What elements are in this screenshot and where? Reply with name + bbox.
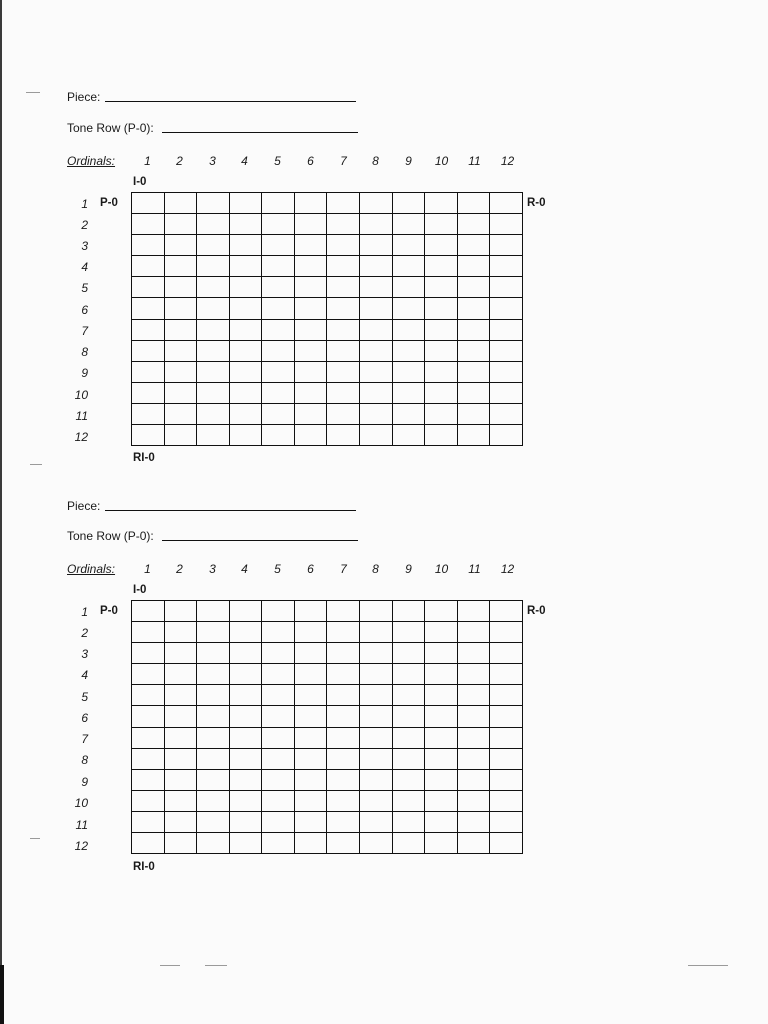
matrix-cell[interactable] <box>165 425 198 446</box>
matrix-cell[interactable] <box>197 664 230 685</box>
matrix-cell[interactable] <box>197 685 230 706</box>
matrix-cell[interactable] <box>295 601 328 622</box>
matrix-cell[interactable] <box>197 791 230 812</box>
matrix-cell[interactable] <box>327 706 360 727</box>
matrix-cell[interactable] <box>197 749 230 770</box>
matrix-cell[interactable] <box>295 622 328 643</box>
matrix-cell[interactable] <box>393 749 426 770</box>
matrix-cell[interactable] <box>262 601 295 622</box>
matrix-cell[interactable] <box>262 706 295 727</box>
row-number: 7 <box>81 324 88 338</box>
matrix-cell[interactable] <box>425 749 458 770</box>
row-number: 11 <box>75 409 88 423</box>
matrix-cell[interactable] <box>360 833 393 854</box>
matrix-cell[interactable] <box>165 706 198 727</box>
ordinal: 8 <box>372 562 379 576</box>
matrix-cell[interactable] <box>393 664 426 685</box>
matrix-cell[interactable] <box>132 833 165 854</box>
matrix-cell[interactable] <box>295 664 328 685</box>
matrix-cell[interactable] <box>458 791 491 812</box>
matrix-cell[interactable] <box>458 749 491 770</box>
matrix-cell[interactable] <box>490 833 523 854</box>
matrix-cell[interactable] <box>425 601 458 622</box>
matrix-cell[interactable] <box>490 770 523 791</box>
ordinal: 4 <box>241 154 248 168</box>
matrix-cell[interactable] <box>327 664 360 685</box>
matrix-cell[interactable] <box>425 622 458 643</box>
matrix-cell[interactable] <box>165 685 198 706</box>
scan-edge-mark <box>0 965 4 1024</box>
piece-label: Piece: <box>67 90 101 104</box>
matrix-cell[interactable] <box>360 601 393 622</box>
matrix-cell[interactable] <box>360 812 393 833</box>
matrix-cell[interactable] <box>295 643 328 664</box>
matrix-cell[interactable] <box>458 622 491 643</box>
matrix-cell[interactable] <box>360 791 393 812</box>
matrix-cell[interactable] <box>425 643 458 664</box>
row-number: 2 <box>81 626 88 640</box>
matrix-cell[interactable] <box>490 791 523 812</box>
matrix-cell[interactable] <box>132 601 165 622</box>
retrograde-label: R-0 <box>527 197 546 209</box>
matrix-cell[interactable] <box>230 812 263 833</box>
matrix-cell[interactable] <box>295 770 328 791</box>
matrix-cell[interactable] <box>132 728 165 749</box>
matrix-cell[interactable] <box>360 622 393 643</box>
ordinal: 1 <box>144 562 151 576</box>
matrix-cell[interactable] <box>165 728 198 749</box>
row-number: 6 <box>81 711 88 725</box>
matrix-cell[interactable] <box>230 622 263 643</box>
matrix-cell[interactable] <box>425 770 458 791</box>
ordinal: 11 <box>468 154 481 168</box>
matrix-cell[interactable] <box>327 749 360 770</box>
matrix-cell[interactable] <box>360 749 393 770</box>
matrix-cell[interactable] <box>490 622 523 643</box>
matrix-cell[interactable] <box>197 622 230 643</box>
prime-label: P-0 <box>100 197 118 209</box>
ordinal: 2 <box>176 562 183 576</box>
row-number: 11 <box>75 818 88 832</box>
matrix-cell[interactable] <box>197 425 230 446</box>
matrix-cell[interactable] <box>458 685 491 706</box>
row-number: 5 <box>81 690 88 704</box>
matrix-cell[interactable] <box>230 833 263 854</box>
piece-field[interactable] <box>105 510 356 511</box>
matrix-cell[interactable] <box>295 685 328 706</box>
matrix-cell[interactable] <box>327 728 360 749</box>
matrix-cell[interactable] <box>197 770 230 791</box>
matrix-cell[interactable] <box>458 601 491 622</box>
matrix-cell[interactable] <box>132 812 165 833</box>
matrix-cell[interactable] <box>295 833 328 854</box>
matrix-cell[interactable] <box>327 622 360 643</box>
matrix-cell[interactable] <box>295 749 328 770</box>
row-number: 10 <box>74 796 88 810</box>
matrix-cell[interactable] <box>425 833 458 854</box>
matrix-cell[interactable] <box>360 425 393 446</box>
matrix-cell[interactable] <box>132 685 165 706</box>
row-number: 4 <box>81 668 88 682</box>
matrix-cell[interactable] <box>393 791 426 812</box>
matrix-cell[interactable] <box>458 706 491 727</box>
row-number: 6 <box>81 303 88 317</box>
matrix-cell[interactable] <box>262 685 295 706</box>
matrix-cell[interactable] <box>393 425 426 446</box>
matrix-cell[interactable] <box>425 812 458 833</box>
ordinal: 6 <box>307 562 314 576</box>
matrix-cell[interactable] <box>132 425 165 446</box>
matrix-cell[interactable] <box>490 643 523 664</box>
ordinal: 2 <box>176 154 183 168</box>
matrix-cell[interactable] <box>458 812 491 833</box>
matrix-cell[interactable] <box>327 601 360 622</box>
retrograde-inversion-label: RI-0 <box>133 861 155 873</box>
matrix-cell[interactable] <box>165 664 198 685</box>
scan-mark <box>160 965 180 966</box>
matrix-cell[interactable] <box>132 664 165 685</box>
matrix-cell[interactable] <box>262 425 295 446</box>
matrix-cell[interactable] <box>425 425 458 446</box>
matrix-cell[interactable] <box>165 833 198 854</box>
matrix-cell[interactable] <box>262 749 295 770</box>
matrix-cell[interactable] <box>197 706 230 727</box>
matrix-cell[interactable] <box>230 770 263 791</box>
matrix-cell[interactable] <box>490 728 523 749</box>
ordinal: 10 <box>434 154 449 168</box>
matrix-cell[interactable] <box>295 791 328 812</box>
matrix-cell[interactable] <box>230 706 263 727</box>
piece-label: Piece: <box>67 499 101 513</box>
ordinal: 3 <box>209 562 216 576</box>
row-number: 2 <box>81 218 88 232</box>
matrix-cell[interactable] <box>490 425 523 446</box>
matrix-cell[interactable] <box>327 685 360 706</box>
row-number: 4 <box>81 260 88 274</box>
matrix-cell[interactable] <box>132 791 165 812</box>
ordinal: 1 <box>144 154 151 168</box>
row-number: 1 <box>81 197 88 211</box>
matrix-cell[interactable] <box>295 812 328 833</box>
matrix-cell[interactable] <box>230 749 263 770</box>
ordinal: 12 <box>500 562 515 576</box>
matrix-cell[interactable] <box>458 728 491 749</box>
row-number: 10 <box>74 388 88 402</box>
matrix-cell[interactable] <box>458 770 491 791</box>
ordinal: 11 <box>468 562 481 576</box>
matrix-cell[interactable] <box>458 664 491 685</box>
matrix-cell[interactable] <box>393 812 426 833</box>
prime-label: P-0 <box>100 605 118 617</box>
matrix-cell[interactable] <box>197 643 230 664</box>
matrix-cell[interactable] <box>262 622 295 643</box>
matrix-cell[interactable] <box>165 601 198 622</box>
row-number: 7 <box>81 732 88 746</box>
matrix-cell[interactable] <box>295 425 328 446</box>
matrix-cell[interactable] <box>393 833 426 854</box>
matrix-cell[interactable] <box>295 728 328 749</box>
matrix-cell[interactable] <box>197 601 230 622</box>
ordinal: 6 <box>307 154 314 168</box>
tone-row-matrix-grid <box>131 600 523 854</box>
matrix-cell[interactable] <box>327 425 360 446</box>
matrix-cell[interactable] <box>327 643 360 664</box>
ordinal: 3 <box>209 154 216 168</box>
matrix-cell[interactable] <box>393 770 426 791</box>
matrix-cell[interactable] <box>165 770 198 791</box>
matrix-cell[interactable] <box>230 601 263 622</box>
tone-row-label: Tone Row (P-0): <box>67 121 154 135</box>
matrix-cell[interactable] <box>197 833 230 854</box>
matrix-cell[interactable] <box>132 749 165 770</box>
tone-row-field[interactable] <box>162 540 358 541</box>
row-number: 8 <box>81 753 88 767</box>
matrix-cell[interactable] <box>393 643 426 664</box>
matrix-cell[interactable] <box>490 812 523 833</box>
matrix-cell[interactable] <box>327 812 360 833</box>
matrix-cell[interactable] <box>230 791 263 812</box>
row-number: 5 <box>81 281 88 295</box>
ordinals-label: Ordinals: <box>67 562 116 576</box>
matrix-cell[interactable] <box>360 664 393 685</box>
matrix-cell[interactable] <box>230 728 263 749</box>
matrix-cell[interactable] <box>458 643 491 664</box>
inversion-label: I-0 <box>133 584 147 596</box>
matrix-cell[interactable] <box>458 425 491 446</box>
ordinals-label: Ordinals: <box>67 154 116 168</box>
matrix-cell[interactable] <box>425 685 458 706</box>
row-number: 9 <box>81 775 88 789</box>
matrix-cell[interactable] <box>165 812 198 833</box>
matrix-cell[interactable] <box>393 622 426 643</box>
ordinal: 8 <box>372 154 379 168</box>
matrix-cell[interactable] <box>132 770 165 791</box>
scan-mark <box>688 965 728 966</box>
ordinal: 5 <box>274 562 281 576</box>
row-number: 12 <box>74 430 88 444</box>
matrix-cell[interactable] <box>425 706 458 727</box>
scan-mark <box>30 464 42 465</box>
matrix-cell[interactable] <box>165 749 198 770</box>
matrix-cell[interactable] <box>360 770 393 791</box>
matrix-cell[interactable] <box>230 685 263 706</box>
matrix-cell[interactable] <box>393 728 426 749</box>
scan-mark <box>205 965 227 966</box>
matrix-cell[interactable] <box>393 685 426 706</box>
ordinal: 4 <box>241 562 248 576</box>
matrix-cell[interactable] <box>425 728 458 749</box>
matrix-cell[interactable] <box>165 791 198 812</box>
matrix-cell[interactable] <box>490 706 523 727</box>
matrix-cell[interactable] <box>230 425 263 446</box>
matrix-cell[interactable] <box>490 601 523 622</box>
matrix-cell[interactable] <box>262 833 295 854</box>
matrix-cell[interactable] <box>132 643 165 664</box>
matrix-cell[interactable] <box>295 706 328 727</box>
ordinal: 12 <box>500 154 515 168</box>
row-number: 1 <box>81 605 88 619</box>
matrix-cell[interactable] <box>132 622 165 643</box>
matrix-cell[interactable] <box>262 643 295 664</box>
ordinal: 9 <box>405 562 412 576</box>
matrix-cell[interactable] <box>360 643 393 664</box>
matrix-cell[interactable] <box>165 622 198 643</box>
row-number: 3 <box>81 647 88 661</box>
scan-mark <box>30 838 40 839</box>
matrix-cell[interactable] <box>360 685 393 706</box>
matrix-cell[interactable] <box>230 664 263 685</box>
matrix-cell[interactable] <box>327 791 360 812</box>
matrix-cell[interactable] <box>230 643 263 664</box>
inversion-label: I-0 <box>133 176 147 188</box>
row-number: 8 <box>81 345 88 359</box>
retrograde-label: R-0 <box>527 605 546 617</box>
tone-row-label: Tone Row (P-0): <box>67 529 154 543</box>
matrix-cell[interactable] <box>262 770 295 791</box>
matrix-cell[interactable] <box>262 664 295 685</box>
matrix-cell[interactable] <box>197 812 230 833</box>
matrix-cell[interactable] <box>262 812 295 833</box>
matrix-cell[interactable] <box>425 664 458 685</box>
ordinal: 7 <box>340 562 347 576</box>
ordinal: 5 <box>274 154 281 168</box>
matrix-cell[interactable] <box>458 833 491 854</box>
matrix-cell[interactable] <box>165 643 198 664</box>
matrix-cell[interactable] <box>327 833 360 854</box>
row-number: 12 <box>74 839 88 853</box>
row-number: 3 <box>81 239 88 253</box>
retrograde-inversion-label: RI-0 <box>133 452 155 464</box>
matrix-cell[interactable] <box>393 706 426 727</box>
matrix-cell[interactable] <box>360 706 393 727</box>
matrix-cell[interactable] <box>360 728 393 749</box>
matrix-cell[interactable] <box>490 664 523 685</box>
ordinal: 9 <box>405 154 412 168</box>
matrix-cell[interactable] <box>490 685 523 706</box>
matrix-cell[interactable] <box>197 728 230 749</box>
matrix-cell[interactable] <box>262 791 295 812</box>
matrix-cell[interactable] <box>425 791 458 812</box>
matrix-cell[interactable] <box>490 749 523 770</box>
matrix-cell[interactable] <box>393 601 426 622</box>
ordinal: 7 <box>340 154 347 168</box>
matrix-cell[interactable] <box>132 706 165 727</box>
matrix-cell[interactable] <box>262 728 295 749</box>
ordinal: 10 <box>434 562 449 576</box>
matrix-cell[interactable] <box>327 770 360 791</box>
row-number: 9 <box>81 366 88 380</box>
